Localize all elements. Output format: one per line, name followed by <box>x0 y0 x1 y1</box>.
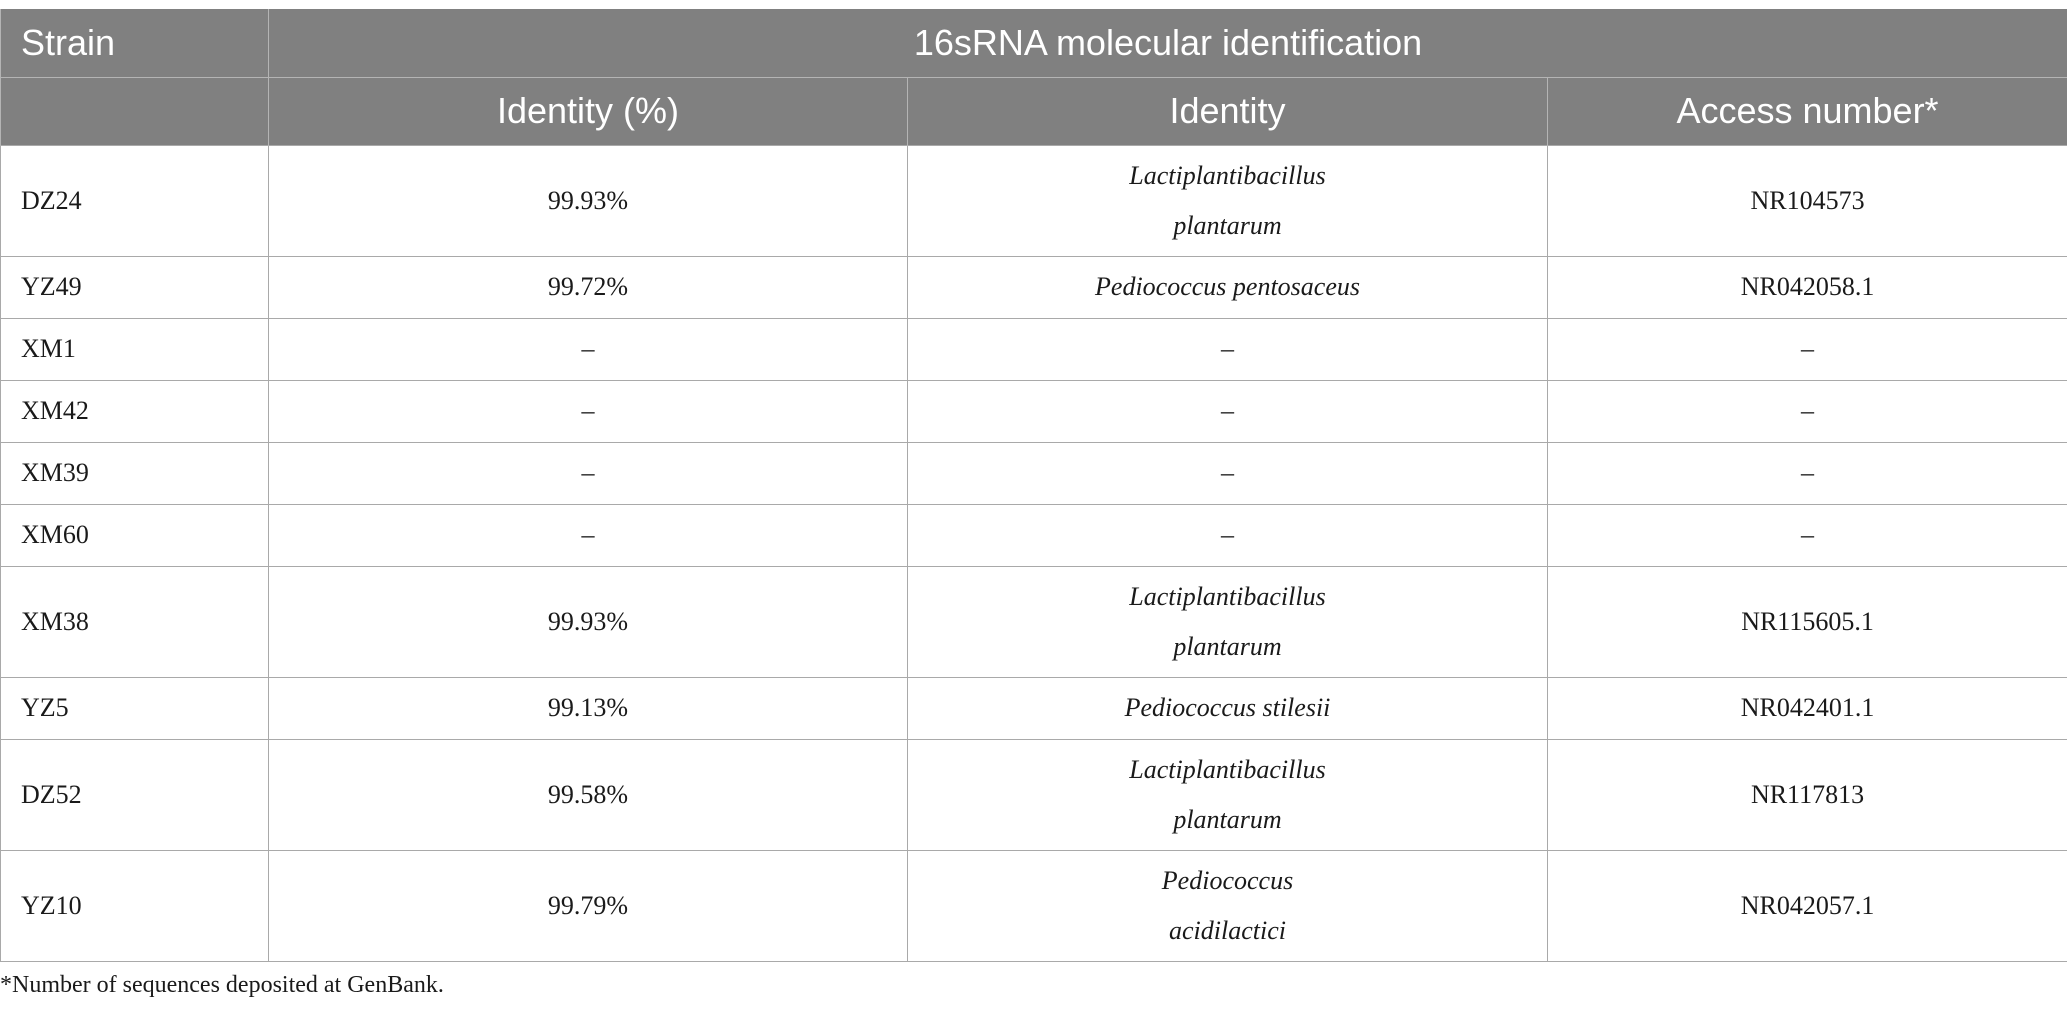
header-identity: Identity <box>908 77 1548 145</box>
cell-identity-pct: 99.93% <box>269 145 908 256</box>
cell-strain: XM60 <box>1 504 269 566</box>
species-name-line: acidilactici <box>1169 915 1286 945</box>
cell-identity-pct: 99.58% <box>269 739 908 850</box>
cell-identity <box>908 256 1548 318</box>
cell-access-number: – <box>1548 442 2067 504</box>
species-name-line: plantarum <box>1173 804 1282 834</box>
species-name-line: Pediococcus <box>1161 865 1294 895</box>
table-row <box>1 504 2067 566</box>
species-name-line: – <box>1221 458 1234 487</box>
cell-strain: XM1 <box>1 318 269 380</box>
cell-identity-pct: 99.79% <box>269 850 908 961</box>
cell-identity <box>908 504 1548 566</box>
header-group: 16sRNA molecular identification <box>269 9 2067 77</box>
cell-identity-pct: – <box>269 318 908 380</box>
cell-identity <box>908 442 1548 504</box>
species-name-line: – <box>1221 396 1234 425</box>
cell-identity <box>908 318 1548 380</box>
species-name-line: – <box>1221 520 1234 549</box>
cell-access-number: NR117813 <box>1548 739 2067 850</box>
identification-table-container <box>0 9 2067 962</box>
cell-identity <box>908 677 1548 739</box>
cell-identity-pct: – <box>269 442 908 504</box>
cell-access-number: – <box>1548 318 2067 380</box>
cell-identity <box>908 145 1548 256</box>
cell-access-number: NR042058.1 <box>1548 256 2067 318</box>
cell-strain: YZ10 <box>1 850 269 961</box>
cell-identity-pct: – <box>269 380 908 442</box>
cell-strain: YZ5 <box>1 677 269 739</box>
cell-access-number: NR115605.1 <box>1548 566 2067 677</box>
cell-identity <box>908 380 1548 442</box>
cell-strain: DZ24 <box>1 145 269 256</box>
table-row <box>1 318 2067 380</box>
cell-strain: XM39 <box>1 442 269 504</box>
cell-access-number: – <box>1548 380 2067 442</box>
cell-strain: DZ52 <box>1 739 269 850</box>
species-name-line: plantarum <box>1173 631 1282 661</box>
table-row <box>1 380 2067 442</box>
table-row <box>1 145 2067 256</box>
table-row <box>1 566 2067 677</box>
cell-identity <box>908 739 1548 850</box>
cell-identity-pct: 99.93% <box>269 566 908 677</box>
table-row <box>1 739 2067 850</box>
cell-identity <box>908 850 1548 961</box>
table-row <box>1 256 2067 318</box>
header-identity-pct: Identity (%) <box>269 77 908 145</box>
species-name-line: plantarum <box>1173 210 1282 240</box>
cell-access-number: NR104573 <box>1548 145 2067 256</box>
species-name-line: Pediococcus stilesii <box>1124 693 1331 722</box>
cell-access-number: NR042401.1 <box>1548 677 2067 739</box>
cell-strain: XM38 <box>1 566 269 677</box>
cell-identity-pct: 99.72% <box>269 256 908 318</box>
table-body <box>1 145 2067 961</box>
cell-access-number: NR042057.1 <box>1548 850 2067 961</box>
species-name-line: Lactiplantibacillus <box>1129 581 1326 611</box>
header-access-number: Access number* <box>1548 77 2067 145</box>
species-name-line: Lactiplantibacillus <box>1129 754 1326 784</box>
cell-strain: XM42 <box>1 380 269 442</box>
table-row <box>1 442 2067 504</box>
cell-access-number: – <box>1548 504 2067 566</box>
species-name-line: Pediococcus pentosaceus <box>1095 272 1360 301</box>
table-row <box>1 850 2067 961</box>
cell-identity-pct: – <box>269 504 908 566</box>
cell-strain: YZ49 <box>1 256 269 318</box>
table-footnote: *Number of sequences deposited at GenBank. <box>0 972 444 998</box>
species-name-line: – <box>1221 334 1234 363</box>
header-strain: Strain <box>1 9 269 77</box>
cell-identity-pct: 99.13% <box>269 677 908 739</box>
header-strain-blank <box>1 77 269 145</box>
cell-identity <box>908 566 1548 677</box>
table-row <box>1 677 2067 739</box>
identification-table <box>0 9 2067 962</box>
table-header <box>1 9 2067 145</box>
species-name-line: Lactiplantibacillus <box>1129 160 1326 190</box>
